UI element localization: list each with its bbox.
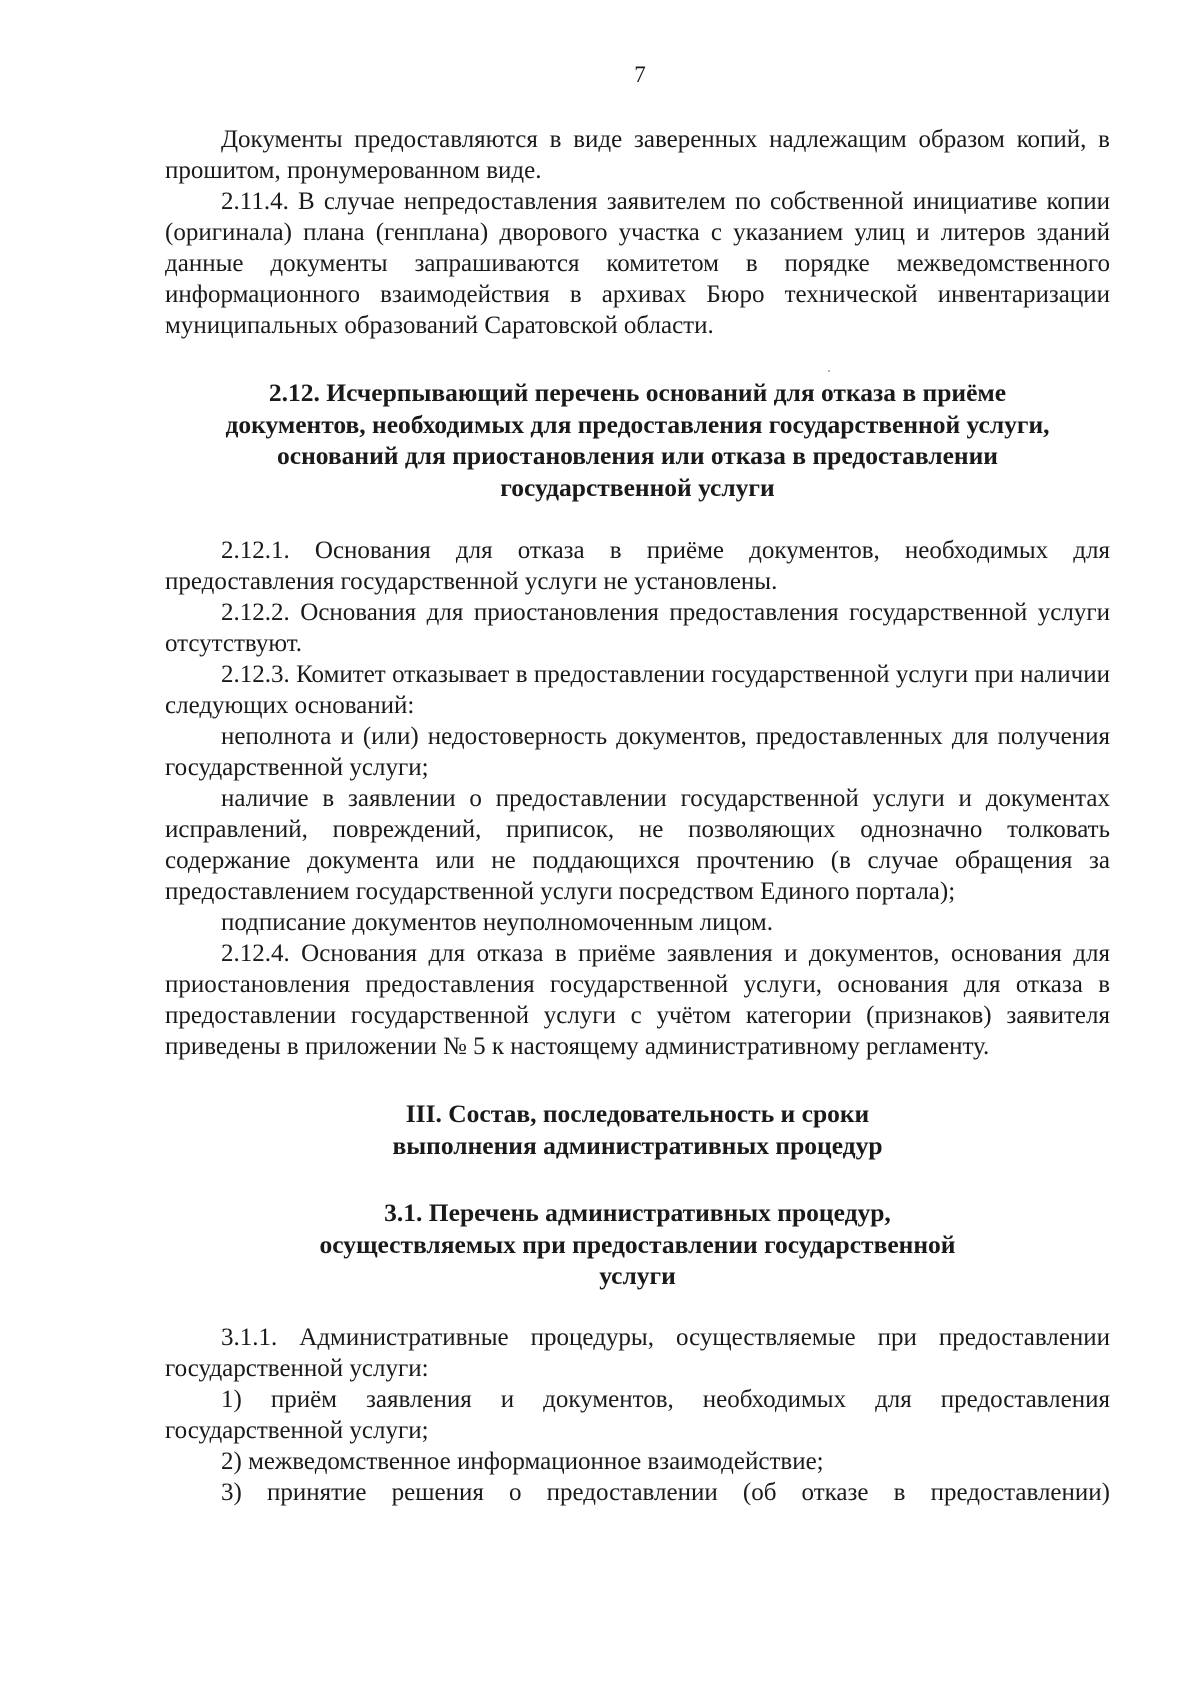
list-item-procedure-1: 1) приём заявления и документов, необходимых для предоставления государственной услуги;: [165, 1385, 1110, 1444]
list-item-incompleteness: неполнота и (или) недостоверность документов, предоставленных для получения государственной услуги;: [165, 723, 1110, 781]
list-item-procedure-3: 3) принятие решения о предоставлении (об отказе в предоставлении): [221, 1478, 1110, 1506]
paragraph-2-12-2: 2.12.2. Основания для приостановления предоставления государственной услуги отсутствуют.: [165, 599, 1110, 657]
paragraph-2-12-4: 2.12.4. Основания для отказа в приёме заявления и документов, основания для приостановления предоставления государственной услуги, основания для отказа в предоставлении государственной услуги с учётом категории (признаков) заявителя приведены в приложении № 5 к настоящему административному регламенту.: [165, 940, 1110, 1060]
page-number: 7: [634, 62, 646, 87]
paragraph-2-11-4: 2.11.4. В случае непредоставления заявителем по собственной инициативе копии (оригинала) плана (генплана) дворового участка с указанием улиц и литеров зданий данные документы запрашиваются комитетом в порядке межведомственного информационного взаимодействия в архивах Бюро технической инвентаризации муниципальных образований Саратовской области.: [165, 188, 1110, 339]
heading-2-12: 2.12. Исчерпывающий перечень оснований для отказа в приёме документов, необходимых для предоставления государственной услуги, оснований для приостановления или отказа в предоставлении государственной услуги: [225, 378, 1050, 502]
heading-3-1: 3.1. Перечень административных процедур, осуществляемых при предоставлении государственной услуги: [319, 1198, 956, 1290]
list-item-corrections: наличие в заявлении о предоставлении государственной услуги и документах исправлений, повреждений, приписок, не позволяющих однозначно толковать содержание документа или не поддающихся прочтению (в случае обращения за предоставлением государственной услуги посредством Единого портала);: [165, 785, 1110, 905]
document-body: [165, 124, 1110, 1508]
list-item-unauthorized-signing: подписание документов неуполномоченным лицом.: [221, 909, 773, 936]
heading-section-3: III. Состав, последовательность и сроки выполнения административных процедур: [392, 1099, 883, 1160]
paragraph-2-12-1: 2.12.1. Основания для отказа в приёме документов, необходимых для предоставления государственной услуги не установлены.: [165, 537, 1110, 595]
paragraph-documents-copies: Документы предоставляются в виде заверенных надлежащим образом копий, в прошитом, пронумерованном виде.: [165, 126, 1110, 184]
paragraph-2-12-3: 2.12.3. Комитет отказывает в предоставлении государственной услуги при наличии следующих оснований:: [165, 661, 1110, 719]
list-item-procedure-2: 2) межведомственное информационное взаимодействие;: [221, 1447, 824, 1475]
paragraph-3-1-1: 3.1.1. Административные процедуры, осуществляемые при предоставлении государственной услуги:: [165, 1323, 1110, 1382]
